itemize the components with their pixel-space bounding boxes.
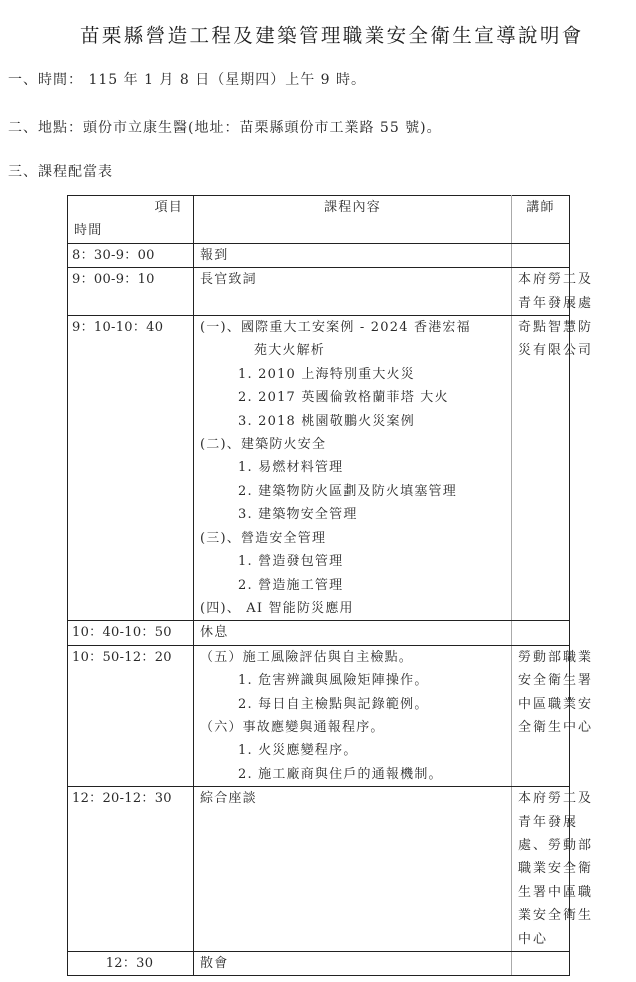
lecturer-line: 本府勞工及: [518, 272, 594, 288]
schedule-table: [67, 195, 594, 976]
row-lecturer: [512, 243, 570, 267]
content-line: （五）施工風險評估與自主檢點。: [200, 649, 414, 665]
table-row: [68, 621, 570, 645]
table-row: [68, 268, 570, 316]
content-line: (一)、國際重大工安案例 - 2024 香港宏福: [200, 320, 471, 336]
row-lecturer: [512, 787, 594, 952]
section-schedule-heading: [8, 161, 113, 181]
lecturer-line: 職業安全衛: [518, 861, 594, 877]
lecturer-line: 業安全衛生: [518, 908, 594, 924]
content-line: 2. 營造施工管理: [238, 577, 344, 593]
row-lecturer: [512, 621, 570, 645]
section-time-label: 一、時間：: [8, 72, 83, 88]
content-line: (四)、 AI 智能防災應用: [200, 600, 354, 616]
table-row: [68, 243, 570, 267]
content-line: 1. 易燃材料管理: [238, 460, 344, 476]
content-line: 3. 建築物安全管理: [238, 507, 358, 523]
row-lecturer: [512, 645, 594, 786]
row-time: 12：20-12：30: [68, 787, 194, 952]
table-header-row: [68, 196, 570, 244]
lecturer-line: 處、勞動部: [518, 837, 594, 853]
header-time-item-cell: [68, 196, 194, 244]
row-time: 8：30-9：00: [68, 243, 194, 267]
lecturer-line: 勞動部職業: [518, 649, 594, 665]
content-line: 1. 危害辨識與風險矩陣操作。: [238, 673, 429, 689]
lecturer-line: 本府勞工及: [518, 791, 594, 807]
lecturer-line: 中區職業安: [518, 696, 594, 712]
header-item-label: 項目: [154, 200, 183, 215]
row-time: 10：40-10：50: [68, 621, 194, 645]
content-line: 2. 2017 英國倫敦格蘭菲塔 大火: [238, 390, 449, 406]
content-line: (三)、營造安全管理: [200, 530, 327, 546]
document-title: 苗栗縣營造工程及建築管理職業安全衛生宣導說明會: [80, 24, 584, 47]
lecturer-line: 青年發展: [518, 814, 579, 830]
content-line: 3. 2018 桃園敬鵬火災案例: [238, 413, 415, 429]
content-line: 2. 建築物防火區劃及防火填塞管理: [238, 483, 457, 499]
section-location-value: 頭份市立康生醫(地址：苗栗縣頭份市工業路 55 號)。: [83, 120, 442, 136]
row-content: [194, 645, 512, 786]
content-line: 苑大火解析: [254, 343, 326, 359]
row-time: 9：00-9：10: [68, 268, 194, 316]
content-line: (二)、建築防火安全: [200, 437, 327, 453]
row-content: 報到: [194, 243, 512, 267]
section-location-label: 二、地點：: [8, 120, 83, 136]
row-time: 10：50-12：20: [68, 645, 194, 786]
row-content: 散會: [194, 952, 512, 976]
section-time-value: 115 年 1 月 8 日（星期四）上午 9 時。: [83, 72, 367, 88]
section-time: [8, 69, 366, 89]
row-time: 9：10-10：40: [68, 316, 194, 621]
row-lecturer: [512, 952, 570, 976]
table-row: [68, 645, 570, 786]
lecturer-line: 安全衛生署: [518, 673, 594, 689]
row-content: [194, 316, 512, 621]
content-line: 1. 2010 上海特別重大火災: [238, 366, 415, 382]
lecturer-line: 生署中區職: [518, 884, 594, 900]
header-content-label: 課程內容: [194, 196, 512, 244]
lecturer-line: 奇點智慧防: [518, 320, 594, 336]
header-lecturer-label: 講師: [512, 196, 570, 244]
section-location: [8, 117, 442, 137]
section-schedule-label: 三、課程配當表: [8, 164, 113, 180]
lecturer-line: 災有限公司: [518, 343, 594, 359]
row-content: 長官致詞: [194, 268, 512, 316]
table-row: [68, 952, 570, 976]
table-row: [68, 316, 570, 621]
header-time-label: 時間: [74, 223, 103, 239]
lecturer-line: 全衛生中心: [518, 719, 594, 735]
row-lecturer: [512, 268, 594, 316]
lecturer-line: 中心: [518, 931, 549, 947]
table-row: [68, 787, 570, 952]
lecturer-line: 青年發展處: [518, 295, 594, 311]
row-content: 休息: [194, 621, 512, 645]
row-time: 12：30: [68, 952, 194, 976]
row-lecturer: [512, 316, 594, 621]
content-line: 2. 施工廠商與住戶的通報機制。: [238, 766, 443, 782]
content-line: （六）事故應變與通報程序。: [200, 719, 385, 735]
row-content: 綜合座談: [194, 787, 512, 952]
content-line: 1. 火災應變程序。: [238, 743, 358, 759]
content-line: 2. 每日自主檢點與記錄範例。: [238, 696, 429, 712]
content-line: 1. 營造發包管理: [238, 554, 344, 570]
